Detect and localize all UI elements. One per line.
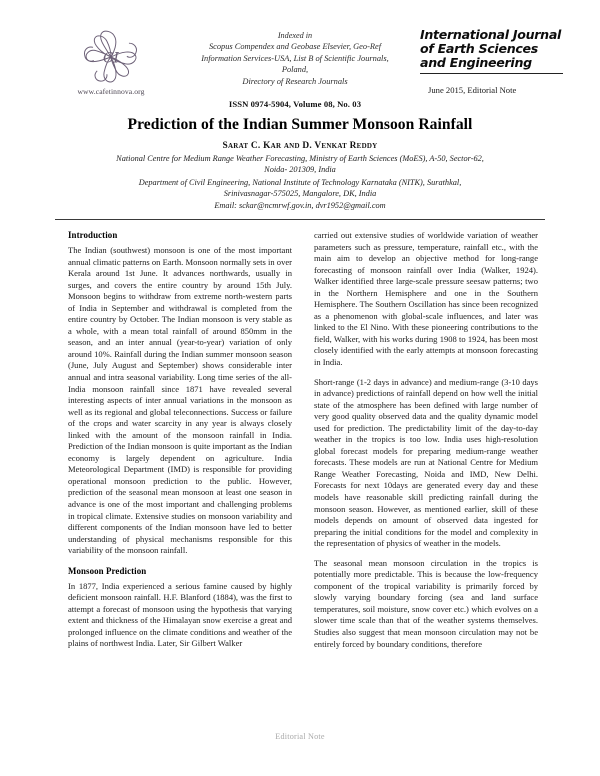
indexing-info [170,26,420,109]
page-footer [0,726,600,744]
issn-volume-line: ISSN 0974-5904, Volume 08, No. 03 [228,99,362,110]
affiliation-1-line-1: National Centre for Medium Range Weather Forecasting, Ministry of Earth Sciences (MoES), A-50, Sector-62, [116,154,484,163]
section-heading-monsoon-prediction: Monsoon Prediction [68,565,147,576]
right-column [314,230,538,650]
indexed-line-2: Information Services-USA, List B of Scientific Journals, [201,53,389,63]
journal-title-underline [420,73,563,74]
paragraph-short-range: Short-range (1-2 days in advance) and medium-range (3-10 days in advance) predictions of rainfall depend on how well the initial state of the atmosphere has been defined with large number of very good quality observed data and the quality dynamic model used for prediction. The predictability limit of the day-to-day weather in the tropics is too low. India uses high-resolution global forecast models for preparing medium-range weather forecasts. These models are run at National Centre for Medium Range Weather Forecasting, Noida and IMD, New Delhi. Forecasts for next 10days are generated every day and these models have reasonable skill predicting rainfall during the monsoon season. However, as mentioned earlier, skill of these models depends on amount of observed data ingested for preparing the initial conditions for the model and complexity in the representation of physics of weather in the models. [314,376,538,549]
issue-date-label: June 2015, Editorial Note [428,84,517,95]
paragraph-seasonal-mean: The seasonal mean monsoon circulation in the tropics is potentially more predictable. This is because the low-frequency component of the tropical variability is primarily forced by slowly varying boundary forcing (sea and land surface temperatures, soil moisture, snow cover etc.) which evolves on a slower time scale than that of the weather systems themselves. Studies also suggest that mean monsoon circulation may not be entirely forced by boundary conditions, therefore [314,557,538,649]
affiliation-1-line-2: Noida- 201309, India [264,164,336,174]
journal-title-line-3: and Engineering [420,55,532,71]
section-heading-introduction: Introduction [68,229,118,240]
page-title: Prediction of the Indian Summer Monsoon Rainfall [127,116,473,133]
cafetinnova-flower-logo-icon [75,28,147,86]
body-columns [0,220,600,650]
publisher-url[interactable]: www.cafetinnova.org [77,87,145,96]
footer-label: Editorial Note [275,732,325,741]
paragraph-introduction: The Indian (southwest) monsoon is one of the most important annual climatic patterns on Earth. Monsoon normally sets in over Kerala around 1st June. It advances northwards, usually in surges, and covers the entire country by around 15th July. Monsoon begins to withdraw from extreme north-western parts of India in September and withdrawal is completed from the entire country by October. The Indian monsoon is very stable as a whole, with a mean total rainfall of around 850mm in the season, and an inter annual (year-to-year) variation of only around 10%. Rainfall during the Indian summer monsoon season (June, July August and September) shows considerable inter annual and intra seasonal variability. Long time series of the all-India monsoon rainfall since 1871 have revealed several interesting aspects of inter annual variations in the monsoon as well as its regional and global teleconnections. Success or failure of the crops and water scarcity in any year is always closely linked with the amount of the monsoon rainfall in India. Prediction of the Indian monsoon is quite important as the Indian economy is largely dependent on agriculture. India Meteorological Department (IMD) is responsible for providing operational monsoon prediction to the public. However, prediction of the seasonal mean monsoon at least one season in advance is one of the most important and challenging problems in tropical climate. Extensive studies on monsoon variability and different components of the Indian monsoon have led to better understanding of physical mechanisms responsible for this variability of the monsoon rainfall. [68,244,292,556]
indexed-line-1: Scopus Compendex and Geobase Elsevier, Geo-Ref [208,42,382,52]
indexed-heading: Indexed in [277,31,313,40]
paragraph-walker-studies: carried out extensive studies of worldwide variation of weather parameters such as pressure, temperature, rainfall etc., with the main aim to develop an objective method for long-range forecasting of monsoon rainfall over India (Walker, 1924). Walker identified three large-scale pressure seesaw patterns; two in the Northern Hemisphere and one in the Southern Hemisphere. The Southern Oscillation has since been recognized as a phenomenon with global-scale influences, and later was linked to the El Nino. With these pioneering contributions to the field, Walker, with his works during 1908 to 1924, has been most closely identified with the early attempts at monsoon forecasting in India. [314,229,538,367]
indexed-line-3: Poland, [281,65,309,75]
left-column [68,230,292,650]
author-list: Sarat C. Kar and D. Venkat Reddy [222,141,378,151]
title-block [0,110,600,212]
affiliation-2-line-1: Department of Civil Engineering, National Institute of Technology Karnataka (NITK), Surathkal, [138,178,462,188]
indexed-line-4: Directory of Research Journals [242,76,348,86]
journal-title-line-1: International Journal [420,27,562,42]
svg-text:CI: CI [102,50,120,67]
contact-email[interactable]: Email: sckar@ncmrwf.gov.in, dvr1952@gmail.com [214,201,386,211]
publisher-logo-block [52,26,170,96]
journal-title-line-2: of Earth Sciences [420,41,538,57]
masthead [0,0,600,110]
affiliation-2-line-2: Srinivasnagar-575025, Mangalore, DK, India [223,188,377,198]
paragraph-monsoon-prediction: In 1877, India experienced a serious famine caused by highly deficient monsoon rainfall. H.F. Blanford (1884), was the first to attempt a forecast of monsoon using the hypothesis that varying extent and thickness of the Himalayan snow exercise a great and prolonged influence on the climate conditions and weather of the plains of northwest India. Later, Sir Gilbert Walker [68,580,292,649]
journal-masthead [420,26,570,95]
